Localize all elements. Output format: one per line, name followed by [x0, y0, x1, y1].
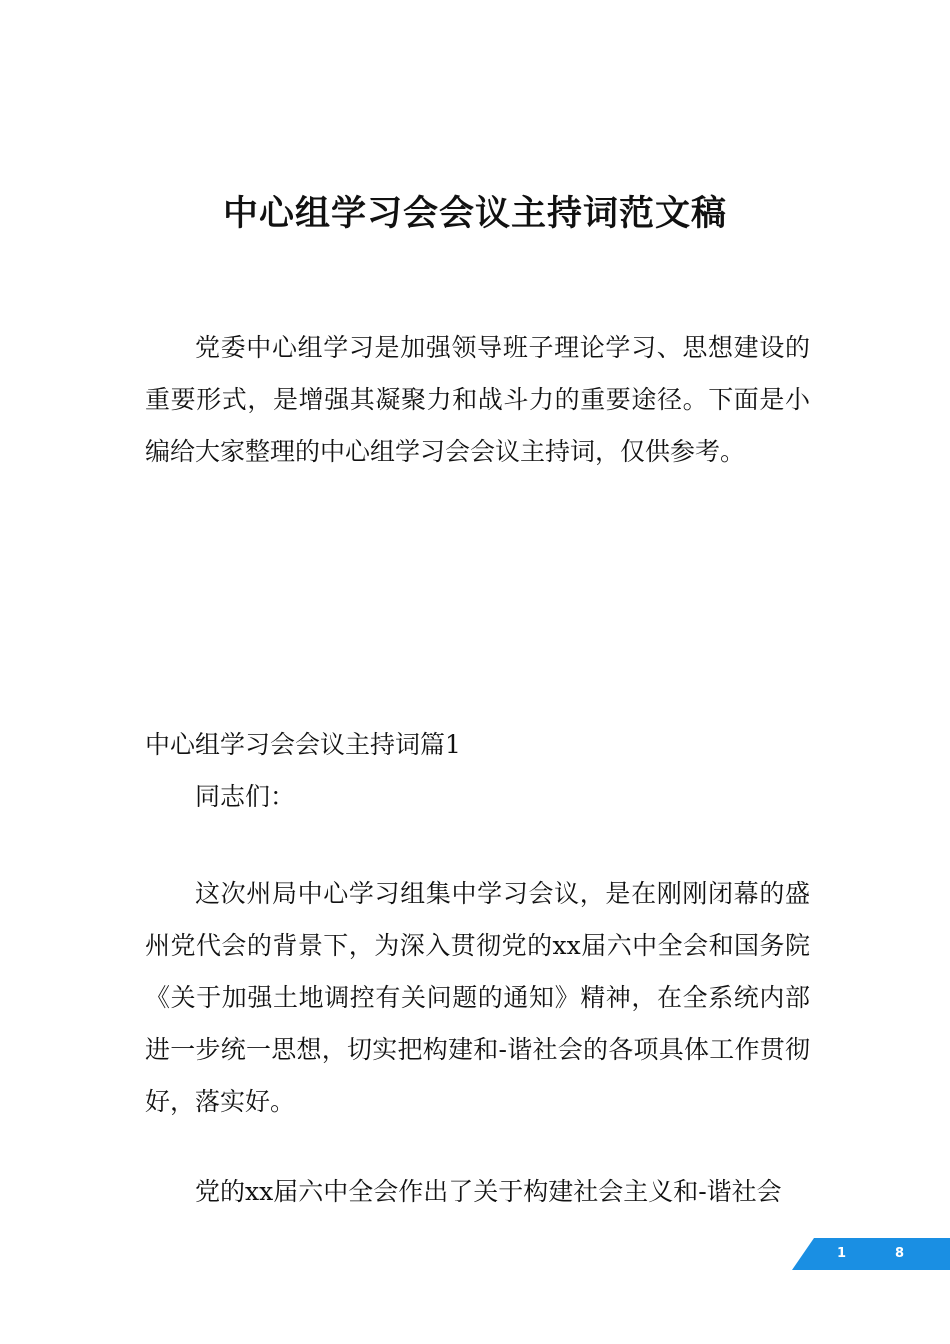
page-number-badge — [792, 1238, 950, 1270]
section-heading: 中心组学习会会议主持词篇1 — [145, 730, 461, 759]
body-paragraph: 党的xx届六中全会作出了关于构建社会主义和-谐社会 — [195, 1177, 782, 1206]
document-title: 中心组学习会会议主持词范文稿 — [222, 194, 727, 234]
page-badge-shape — [792, 1238, 950, 1270]
greeting-line: 同志们： — [195, 782, 296, 811]
total-page-count: 8 — [895, 1246, 905, 1261]
intro-paragraph: 党委中心组学习是加强领导班子理论学习、思想建设的重要形式，是增强其凝聚力和战斗力的重要途径。下面是小编给大家整理的中心组学习会会议主持词，仅供参考。 — [145, 333, 810, 466]
body-paragraph: 这次州局中心学习组集中学习会议，是在刚刚闭幕的盛州党代会的背景下，为深入贯彻党的xx届六中全会和国务院《关于加强土地调控有关问题的通知》精神，在全系统内部进一步统一思想，切实把构建和-谐社会的各项具体工作贯彻好，落实好。 — [145, 879, 810, 1116]
current-page-number: 1 — [837, 1246, 847, 1261]
